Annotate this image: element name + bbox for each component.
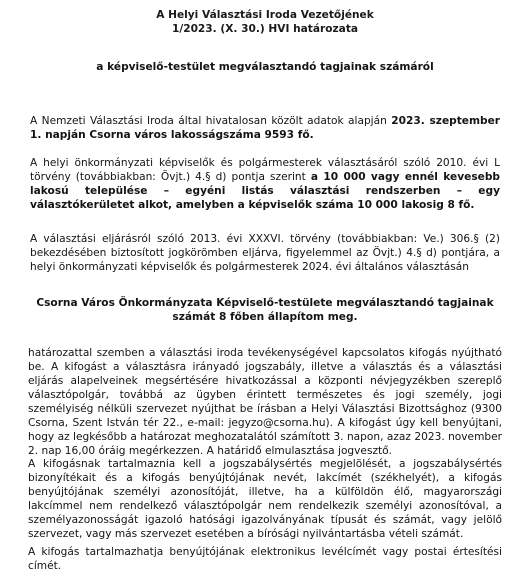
title-resolution-number: 1/2023. (X. 30.) HVI határozata <box>171 23 359 35</box>
paragraph-authority: A választási eljárásról szóló 2013. évi XXXVI. törvény (továbbiakban: Ve.) 306.§ (2) bekezdésében biztosított jogkörömben eljárva, figyelemmel az Övjt.) 4.§ d) pontjára, a helyi önkormányzati képviselők és polgármesterek 2024. évi általános választásán <box>30 233 500 273</box>
decision-line-1: Csorna Város Önkormányzata Képviselő-testülete megválasztandó tagjainak <box>36 297 494 309</box>
population-statement: 2023. szeptember 1. napján Csorna város lakosságszáma 9593 fő <box>30 115 501 141</box>
document-title <box>0 8 530 36</box>
document-subject: a képviselő-testület megválasztandó tagjainak számáról <box>96 61 434 73</box>
title-issuer: A Helyi Választási Iroda Vezetőjének <box>156 9 374 21</box>
rule-statement: a 10 000 vagy ennél kevesebb lakosú települése – egyéni listás választási rendszerben – egy választókerületet alkot, amelyben a képviselők száma 10 000 lakosig 8 fő <box>30 171 500 211</box>
paragraph-population: A Nemzeti Választási Iroda által hivatalosan közölt adatok alapján 2023. szeptember 1. napján Csorna város lakosságszáma 9593 fő. <box>30 115 501 141</box>
decision-statement <box>30 296 500 324</box>
paragraph-objection-contact: A kifogás tartalmazhatja benyújtójának elektronikus levélcímét vagy postai értesítési címét. <box>28 546 502 572</box>
paragraph-objection: határozattal szemben a választási iroda tevékenységével kapcsolatos kifogás nyújtható be. A kifogást a választásra irányadó jogszabály, illetve a választás és a választási eljárás alapelveinek megsértésére hivatkozással a központi névjegyzékben szereplő választópolgár, továbbá az ügyben érintett természetes és jogi személy, jogi személyiség nélküli szervezet nyújthat be írásban a Helyi Választási Bizottsághoz (9300 Csorna, Szent István tér 22., e-mail: jegyzo@csorna.hu). A kifogást úgy kell benyújtani, hogy az legkésőbb a határozat meghozatalától számított 3. napon, azaz 2023. november 2. nap 16,00 óráig megérkezzen. A határidő elmulasztása jogvesztő. <box>28 347 502 457</box>
paragraph-legal-basis: A helyi önkormányzati képviselők és polgármesterek választásáról szóló 2010. évi L törvény (továbbiakban: Övjt.) 4.§ d) pontja szerint a 10 000 vagy ennél kevesebb lakosú települése – egyéni listás választási rendszerben – egy választókerületet alkot, amelyben a képviselők száma 10 000 lakosig 8 fő. <box>30 157 500 211</box>
paragraph-objection-contents: A kifogásnak tartalmaznia kell a jogszabálysértés megjelölését, a jogszabálysértés bizonyítékait és a kifogás benyújtójának nevét, lakcímét (székhelyét), a kifogás benyújtójának személyi azonosítóját, illetve, ha a külföldön élő, magyarországi lakcímmel nem rendelkező választópolgár nem rendelkezik személyi azonosítóval, a személyazonosságát igazoló hatósági igazolványának típusát és számát, vagy jelölő szervezet, vagy más szervezet esetében a bírósági nyilvántartásba vételi számát. <box>28 458 502 540</box>
decision-line-2: számát 8 főben állapítom meg. <box>172 311 358 323</box>
